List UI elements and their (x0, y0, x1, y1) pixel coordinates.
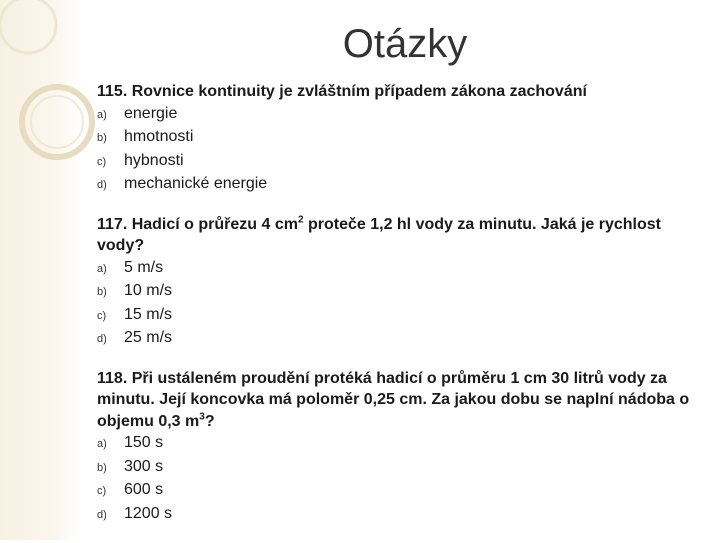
answer-letter: b) (97, 286, 107, 298)
deco-circle-inner (31, 96, 83, 148)
answer-text: 300 s (124, 457, 164, 475)
questions-list (97, 81, 707, 543)
answer-text: 10 m/s (124, 282, 173, 299)
answer-option (97, 173, 707, 197)
answer-text: hmotnosti (124, 128, 194, 145)
answer-text: mechanické energie (124, 175, 268, 192)
question-115 (97, 81, 707, 197)
question-text: 118. Při ustáleném proudění protéká hadicí o průměru 1 cm 30 litrů vody za minutu. Její koncovka má poloměr 0,25 cm. Za jakou dobu se naplní nádoba o objemu 0,3 $m^3$? (97, 369, 690, 430)
answer-letter: b) (97, 461, 107, 474)
answer-text: 150 s (124, 434, 164, 451)
answer-letter: c) (97, 309, 107, 322)
answer-text: 1200 s (124, 504, 173, 522)
answer-letter: a) (97, 262, 107, 275)
answer-letter: b) (97, 132, 107, 144)
answer-text: hybnosti (124, 151, 184, 169)
answer-option (97, 150, 707, 174)
answer-letter: d) (97, 508, 107, 521)
question-117 (97, 214, 707, 351)
answer-letter: c) (97, 485, 107, 497)
answer-letter: d) (97, 179, 107, 191)
answer-text: 600 s (124, 481, 164, 498)
answer-option (97, 257, 707, 281)
question-text: 115. Rovnice kontinuity je zvláštním případem zákona zachování (97, 83, 587, 100)
answer-option (97, 479, 707, 503)
answer-list (97, 432, 707, 526)
answer-letter: d) (97, 333, 107, 345)
answer-letter: c) (97, 155, 107, 168)
deco-circle-large (22, 87, 92, 157)
answer-option (97, 103, 707, 127)
answer-letter: a) (97, 108, 107, 121)
answer-option (97, 280, 707, 304)
answer-option (97, 126, 707, 150)
answer-option (97, 327, 707, 351)
answer-text: energie (124, 104, 178, 122)
answer-text: 15 m/s (124, 305, 173, 323)
answer-list (97, 257, 707, 351)
answer-list (97, 103, 707, 197)
question-text: 117. Hadicí o průřezu 4 $cm^2$ proteče 1,2 hl vody za minutu. Jaká je rychlost vody? (97, 214, 661, 254)
answer-letter: a) (97, 438, 107, 450)
page-title: Otázky (342, 22, 468, 66)
answer-option (97, 432, 707, 456)
answer-text: 5 m/s (124, 258, 164, 276)
answer-option (97, 503, 707, 527)
answer-option (97, 304, 707, 328)
answer-option (97, 456, 707, 480)
question-118 (97, 368, 707, 527)
answer-text: 25 m/s (124, 329, 173, 346)
